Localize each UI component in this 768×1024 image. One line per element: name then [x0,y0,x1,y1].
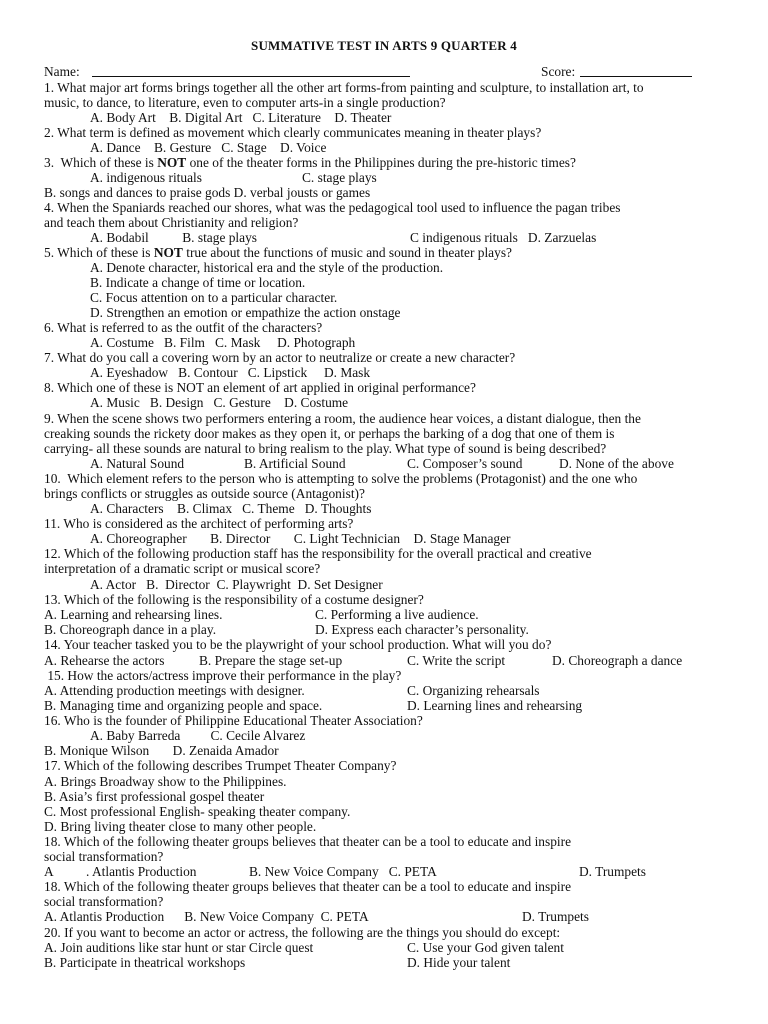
question-15-option-a: A. Attending production meetings with designer. [44,683,305,698]
question-3-option-c: C. stage plays [302,170,377,185]
question-1-options: A. Body Art B. Digital Art C. Literature D. Theater [90,110,392,125]
question-10-text-cont: brings conflicts or struggles as outside source (Antagonist)? [44,486,365,501]
question-13-option-b: B. Choreograph dance in a play. [44,622,217,637]
question-12-text-cont: interpretation of a dramatic script or musical score? [44,561,321,576]
question-18-text-cont: social transformation? [44,849,164,864]
question-18-option-a-letter: A [44,864,54,879]
question-9-text: 9. When the scene shows two performers entering a room, the audience hear voices, a distant dialogue, then the [44,411,641,426]
question-18-option-d: D. Trumpets [579,864,646,879]
question-5-emphasis: NOT [153,245,183,260]
question-8-text: 8. Which one of these is NOT an element of art applied in original performance? [44,380,476,395]
question-16-text: 16. Who is the founder of Philippine Educational Theater Association? [44,713,423,728]
question-17-text: 17. Which of the following describes Trumpet Theater Company? [44,758,397,773]
question-5-option-d: D. Strengthen an emotion or empathize the action onstage [90,305,401,320]
question-9-option-c: C. Composer’s sound [407,456,523,471]
question-17-option-a: A. Brings Broadway show to the Philippines. [44,774,287,789]
question-6-options: A. Costume B. Film C. Mask D. Photograph [90,335,356,350]
question-2-text: 2. What term is defined as movement which clearly communicates meaning in theater plays? [44,125,542,140]
question-5-text-end: true about the functions of music and sound in theater plays? [182,245,512,260]
question-15-option-d: D. Learning lines and rehearsing [407,698,583,713]
question-14-option-a: A. Rehearse the actors [44,653,165,668]
question-6-text: 6. What is referred to as the outfit of the characters? [44,320,323,335]
question-17-option-b: B. Asia’s first professional gospel theater [44,789,265,804]
question-12-text: 12. Which of the following production staff has the responsibility for the overall practical and creative [44,546,592,561]
question-18-options-b-c: B. New Voice Company C. PETA [249,864,437,879]
question-5-option-a: A. Denote character, historical era and the style of the production. [90,260,444,275]
question-5-text [44,245,512,260]
question-5-text-start: 5. Which of these is [44,245,154,260]
question-11-text: 11. Who is considered as the architect of performing arts? [44,516,354,531]
question-3-text-start: 3. Which of these is [44,155,158,170]
question-7-text: 7. What do you call a covering worn by an actor to neutralize or create a new character? [44,350,516,365]
question-3-option-a: A. indigenous rituals [90,170,202,185]
question-17-option-d: D. Bring living theater close to many other people. [44,819,317,834]
page-title: SUMMATIVE TEST IN ARTS 9 QUARTER 4 [251,38,517,53]
question-3-emphasis: NOT [157,155,187,170]
question-9-option-b: B. Artificial Sound [244,456,346,471]
name-label: Name: [44,64,80,79]
question-15-option-b: B. Managing time and organizing people and space. [44,698,323,713]
question-20-text: 20. If you want to become an actor or actress, the following are the things you should do except: [44,925,561,940]
question-4-options-c-d: C indigenous rituals D. Zarzuelas [410,230,597,245]
question-14-option-c: C. Write the script [407,653,506,668]
question-19-option-d: D. Trumpets [522,909,589,924]
question-20-option-b: B. Participate in theatrical workshops [44,955,246,970]
question-15-option-c: C. Organizing rehearsals [407,683,540,698]
question-7-options: A. Eyeshadow B. Contour C. Lipstick D. Mask [90,365,371,380]
question-3-options-b-d: B. songs and dances to praise gods D. verbal jousts or games [44,185,371,200]
question-13-option-a: A. Learning and rehearsing lines. [44,607,223,622]
question-17-option-c: C. Most professional English- speaking theater company. [44,804,351,819]
question-19-options-a-c: A. Atlantis Production B. New Voice Company C. PETA [44,909,369,924]
question-19-text-cont: social transformation? [44,894,164,909]
question-5-option-c: C. Focus attention on to a particular character. [90,290,338,305]
score-field-line[interactable] [580,76,692,77]
question-18-option-a: . Atlantis Production [86,864,197,879]
question-13-text: 13. Which of the following is the responsibility of a costume designer? [44,592,424,607]
question-14-option-d: D. Choreograph a dance [552,653,683,668]
question-9-option-a: A. Natural Sound [90,456,185,471]
question-10-options: A. Characters B. Climax C. Theme D. Thoughts [90,501,372,516]
question-4-text: 4. When the Spaniards reached our shores, what was the pedagogical tool used to influence the pagan tribes [44,200,621,215]
question-3-text [44,155,576,170]
question-14-text: 14. Your teacher tasked you to be the playwright of your school production. What will you do? [44,637,552,652]
question-20-option-c: C. Use your God given talent [407,940,564,955]
question-4-options-a-b: A. Bodabil B. stage plays [90,230,257,245]
question-13-option-d: D. Express each character’s personality. [315,622,529,637]
question-1-text-cont: music, to dance, to literature, even to computer arts-in a single production? [44,95,446,110]
question-15-text: 15. How the actors/actress improve their performance in the play? [44,668,402,683]
question-16-options-a-c: A. Baby Barreda C. Cecile Alvarez [90,728,306,743]
question-12-options: A. Actor B. Director C. Playwright D. Set Designer [90,577,383,592]
name-field-line[interactable] [92,76,410,77]
question-1-text: 1. What major art forms brings together all the other art forms-from painting and sculpture, to installation art, to [44,80,644,95]
question-18-text: 18. Which of the following theater groups believes that theater can be a tool to educate and inspire [44,834,572,849]
question-9-text-cont-2: carrying- all these sounds are natural to bring realism to the play. What type of sound is being described? [44,441,607,456]
score-label: Score: [541,64,576,79]
question-3-text-end: one of the theater forms in the Philippines during the pre-historic times? [186,155,576,170]
question-5-option-b: B. Indicate a change of time or location. [90,275,306,290]
question-19-text: 18. Which of the following theater groups believes that theater can be a tool to educate and inspire [44,879,572,894]
question-9-text-cont: creaking sounds the rickety door makes as they open it, or perhaps the barking of a dog that one of them is [44,426,615,441]
question-4-text-cont: and teach them about Christianity and religion? [44,215,299,230]
question-20-option-a: A. Join auditions like star hunt or star Circle quest [44,940,314,955]
question-13-option-c: C. Performing a live audience. [315,607,479,622]
question-20-option-d: D. Hide your talent [407,955,511,970]
question-2-options: A. Dance B. Gesture C. Stage D. Voice [90,140,327,155]
question-8-options: A. Music B. Design C. Gesture D. Costume [90,395,349,410]
question-14-option-b: B. Prepare the stage set-up [199,653,343,668]
question-10-text: 10. Which element refers to the person who is attempting to solve the problems (Protagonist) and the one who [44,471,638,486]
question-11-options: A. Choreographer B. Director C. Light Technician D. Stage Manager [90,531,511,546]
question-9-option-d: D. None of the above [559,456,674,471]
question-16-options-b-d: B. Monique Wilson D. Zenaida Amador [44,743,279,758]
